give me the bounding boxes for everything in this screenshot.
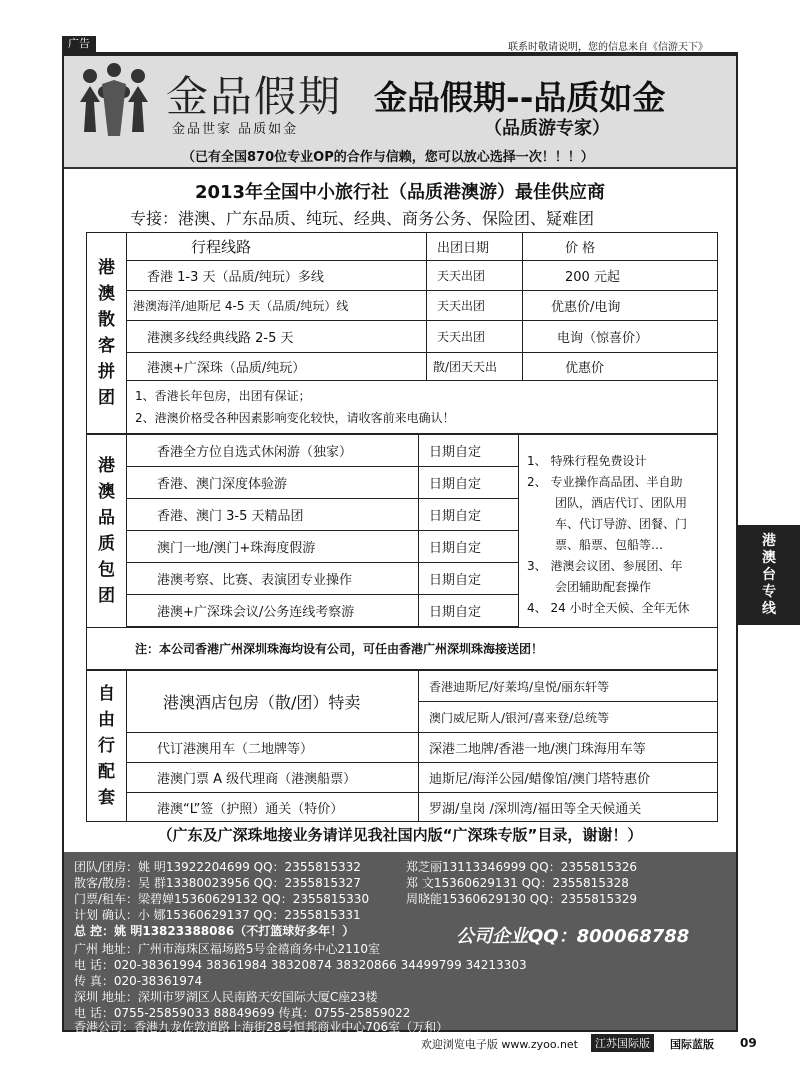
table-row: 天天出团 bbox=[427, 261, 523, 291]
quality-features: 1、 特殊行程免费设计 2、 专业操作高品团、半自助 团队，酒店代订、团队用 车、代订导游、团餐、门 票、船票、包船等… 3、 港澳会议团、参展团、年 会团辅助配套操作 4、 24 小时全天候、全年无休 bbox=[527, 454, 690, 615]
address-line: 香港公司：香港九龙佐敦道路上海街28号恒邦商业中心706室（万和） bbox=[74, 1020, 449, 1034]
header-price: 价 格 bbox=[523, 233, 717, 261]
section-label: 自 由 行 配 套 bbox=[87, 671, 127, 821]
table-row: 香港 1-3 天（品质/纯玩）多线 bbox=[127, 261, 427, 291]
contact-line: 总 控：姚 明13823388086（不打篮球好多年！） bbox=[74, 924, 355, 938]
brand-motto: 金品世家 品质如金 bbox=[172, 122, 299, 137]
contact-line: 门票/租车：梁碧婵15360629132 QQ：2355815330 bbox=[74, 892, 370, 906]
table-row: 日期自定 bbox=[419, 531, 519, 563]
header-date: 出团日期 bbox=[427, 233, 523, 261]
table-row: 天天出团 bbox=[427, 321, 523, 353]
address-line: 电 话：0755-25859033 88849699 传真：0755-25859022 bbox=[74, 1006, 411, 1020]
award-title: 2013年全国中小旅行社（品质港澳游）最佳供应商 bbox=[194, 182, 606, 203]
contact-line: 郑 文15360629131 QQ：2355815328 bbox=[406, 876, 629, 890]
table-row: 优惠价/电询 bbox=[523, 291, 717, 321]
table-row: 迪斯尼/海洋公园/蜡像馆/澳门塔特惠价 bbox=[419, 763, 717, 793]
table-row: 港澳多线经典线路 2-5 天 bbox=[127, 321, 427, 353]
divider bbox=[87, 627, 717, 628]
scattered-notes: 1、香港长年包房，出团有保证； 2、港澳价格受各种因素影响变化较快，请收客前来电确认！ bbox=[135, 389, 455, 425]
people-logo-icon bbox=[74, 62, 154, 142]
office-note: 注：本公司香港广州深圳珠海均设有公司，可任由香港广州深圳珠海接送团！ bbox=[135, 642, 544, 656]
table-row: 港澳“L”签（护照）通关（特价） bbox=[127, 793, 419, 821]
table-row: 港澳+广深珠会议/公务连线考察游 bbox=[127, 595, 419, 627]
free-travel-section bbox=[86, 670, 718, 822]
table-row: 香港、澳门深度体验游 bbox=[127, 467, 419, 499]
contact-line: 计划 确认：小 娜15360629137 QQ：2355815331 bbox=[74, 908, 361, 922]
footnote: （广东及广深珠地接业务请详见我社国内版“广深珠专版”目录，谢谢！） bbox=[157, 826, 643, 844]
table-row: 香港、澳门 3-5 天精品团 bbox=[127, 499, 419, 531]
top-slogan: 联系时敬请说明，您的信息来自《信游天下》 bbox=[508, 42, 708, 53]
table-row: 深港二地牌/香港一地/澳门珠海用车等 bbox=[419, 733, 717, 763]
ad-tag: 广告 bbox=[62, 36, 96, 52]
table-row: 港澳海洋/迪斯尼 4-5 天（品质/纯玩）线 bbox=[127, 291, 427, 321]
region-label: 国际蓝版 bbox=[670, 1038, 714, 1051]
table-row: 散/团天天出 bbox=[427, 353, 523, 381]
headline: 金品假期--品质如金 bbox=[374, 78, 666, 117]
ad-header bbox=[64, 56, 736, 169]
partner-notice: （已有全国870位专业OP的合作与信赖，您可以放心选择一次！！！） bbox=[182, 150, 594, 165]
table-row: 日期自定 bbox=[419, 563, 519, 595]
advertisement bbox=[62, 54, 738, 1032]
table-row: 日期自定 bbox=[419, 595, 519, 627]
footer-url[interactable]: 欢迎浏览电子版 www.zyoo.net bbox=[420, 1038, 578, 1051]
edition-badge: 江苏国际版 bbox=[591, 1034, 654, 1052]
quality-tour-section bbox=[86, 434, 718, 670]
side-tab: 港 澳 台 专 线 bbox=[738, 525, 800, 625]
specialty-line: 专接：港澳、广东品质、纯玩、经典、商务公务、保险团、疑难团 bbox=[130, 209, 595, 228]
subline: （品质游专家） bbox=[484, 118, 610, 139]
table-row: 日期自定 bbox=[419, 499, 519, 531]
hotel-title: 港澳酒店包房（散/团）特卖 bbox=[127, 671, 419, 733]
table-row: 香港全方位自选式休闲游（独家） bbox=[127, 435, 419, 467]
table-row: 港澳+广深珠（品质/纯玩） bbox=[127, 353, 427, 381]
table-row: 罗湖/皇岗 /深圳湾/福田等全天候通关 bbox=[429, 801, 642, 817]
address-line: 传 真：020-38361974 bbox=[74, 974, 203, 988]
table-row: 澳门一地/澳门+珠海度假游 bbox=[127, 531, 419, 563]
table-row: 电询（惊喜价） bbox=[523, 321, 717, 353]
scattered-tour-section bbox=[86, 232, 718, 434]
contact-block bbox=[64, 852, 736, 1034]
table-row: 日期自定 bbox=[419, 467, 519, 499]
address-line: 广州 地址：广州市海珠区福场路5号金禧商务中心2110室 bbox=[74, 942, 380, 956]
contact-line: 团队/团房：姚 明13922204699 QQ：2355815332 bbox=[74, 860, 361, 874]
page-number: 09 bbox=[740, 1036, 757, 1050]
table-row: 日期自定 bbox=[419, 435, 519, 467]
section-label: 港 澳 品 质 包 团 bbox=[87, 435, 127, 627]
section-label: 港 澳 散 客 拼 团 bbox=[87, 233, 127, 433]
contact-line: 周晓能15360629130 QQ：2355815329 bbox=[406, 892, 638, 906]
hotel-hk: 香港迪斯尼/好莱坞/皇悦/丽东轩等 bbox=[419, 671, 717, 702]
company-qq: 公司企业QQ：800068788 bbox=[456, 926, 690, 947]
bottom-bar bbox=[62, 1034, 738, 1050]
address-line: 电 话：020-38361994 38361984 38320874 38320866 34499799 34213303 bbox=[74, 958, 527, 972]
table-row: 200 元起 bbox=[523, 261, 717, 291]
hotel-mo: 澳门威尼斯人/银河/喜来登/总统等 bbox=[419, 702, 717, 733]
table-row: 港澳门票 A 级代理商（港澳船票） bbox=[127, 763, 419, 793]
top-bar bbox=[62, 36, 738, 54]
brand-name: 金品假期 bbox=[166, 72, 343, 121]
table-row: 港澳考察、比赛、表演团专业操作 bbox=[127, 563, 419, 595]
address-line: 深圳 地址：深圳市罗湖区人民南路天安国际大厦C座23楼 bbox=[74, 990, 378, 1004]
contact-line: 郑芝丽13113346999 QQ：2355815326 bbox=[406, 860, 638, 874]
table-row: 优惠价 bbox=[523, 353, 717, 381]
contact-line: 散客/散房：吴 群13380023956 QQ：2355815327 bbox=[74, 876, 361, 890]
header-route: 行程线路 bbox=[127, 233, 427, 261]
table-row: 代订港澳用车（二地牌等） bbox=[127, 733, 419, 763]
table-row: 天天出团 bbox=[427, 291, 523, 321]
